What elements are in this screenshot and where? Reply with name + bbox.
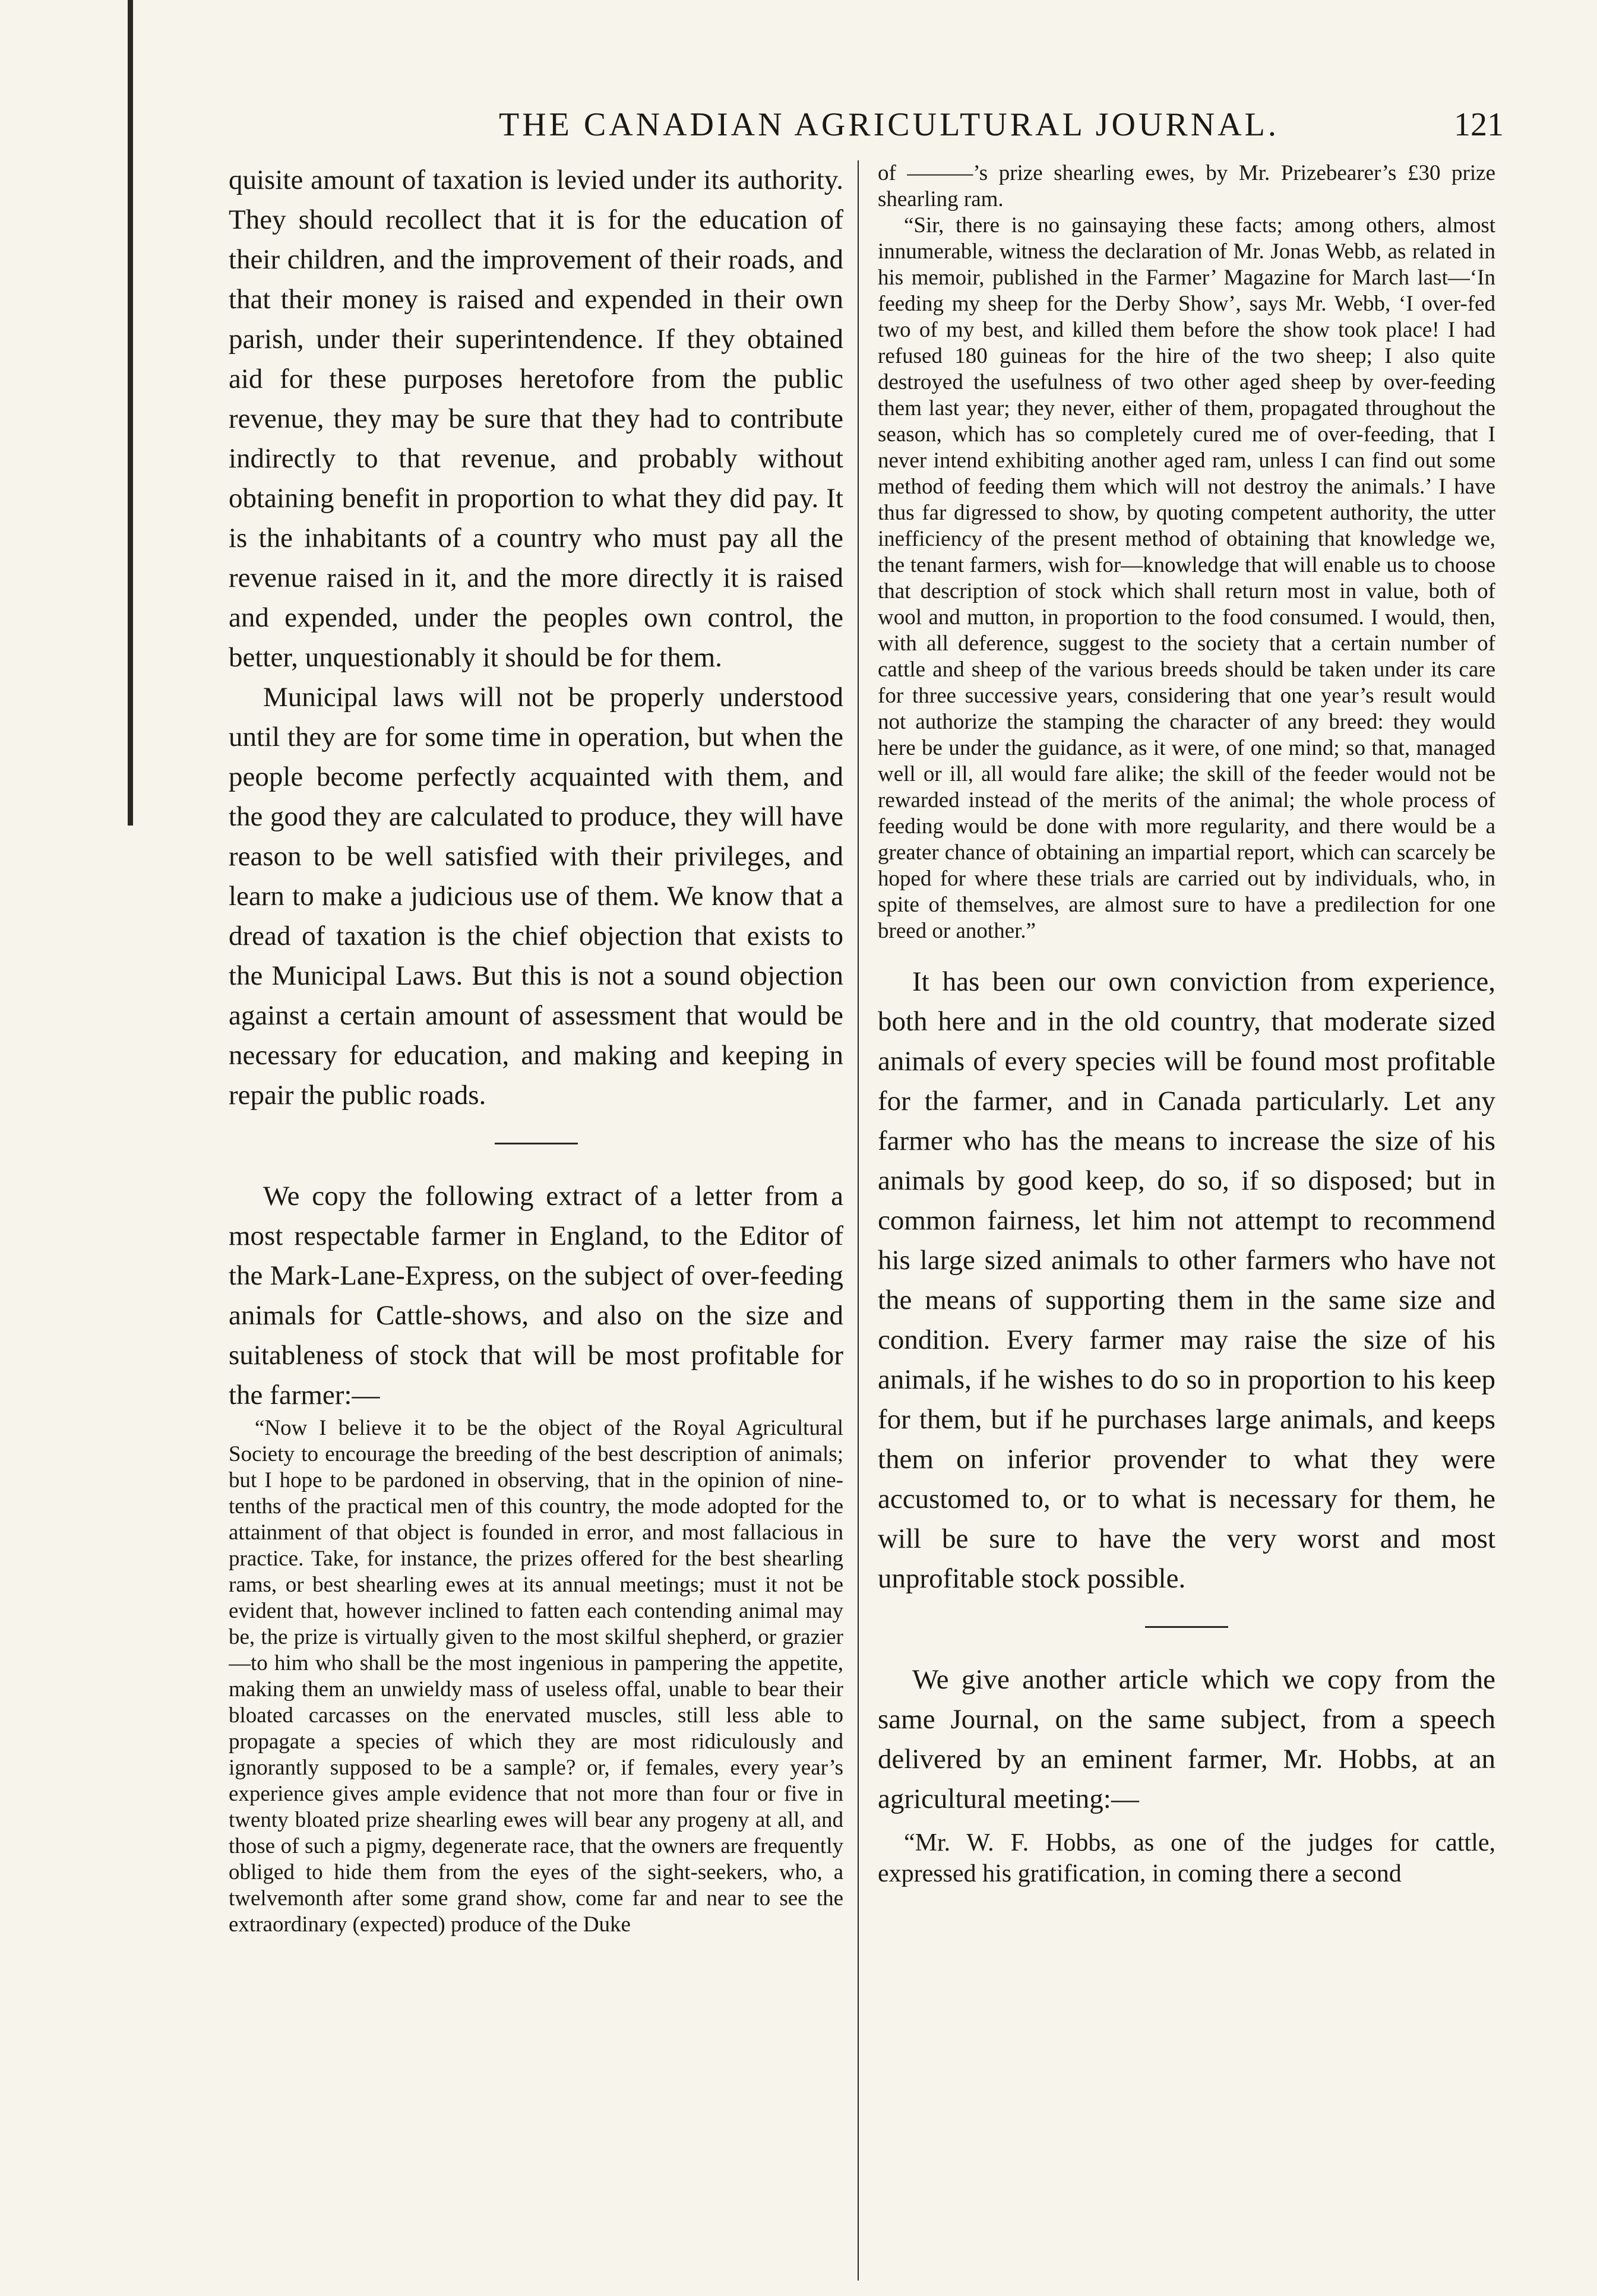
quote-letter-part-2: “Sir, there is no gainsaying these facts; among others, almost innumerable, witness the declaration of Mr. Jonas Webb, as related in his memoir, published in the Farmer’ Magazine for March last—‘In feeding my sheep for the Derby Show’, says Mr. Webb, ‘I over-fed two of my best, and killed them before the show took place! I had refused 180 guineas for the hire of the two sheep; I also quite destroyed the usefulness of two other aged sheep by over-feeding them last year; they never, either of them, propagated throughout the season, which has so completely cured me of over-feeding, that I never intend exhibiting another aged ram, unless I can find out some method of feeding them which will not destroy the animals.’ I have thus far digressed to show, by quoting competent authority, the utter inefficiency of the present method of obtaining that knowledge we, the tenant farmers, wish for—knowledge that will enable us to choose that description of stock which shall return most in value, both of wool and mutton, in proportion to the food consumed. I would, then, with all deference, suggest to the society that a certain number of cattle and sheep of the various breeds should be taken under its care for three successive years, considering that one year’s result would not authorize the stamping the character of any breed: they would here be under the guidance, as it were, of one mind; so that, managed well or ill, all would fare alike; the skill of the feeder would not be rewarded instead of the merits of the animal; the whole process of feeding would be done with more regularity, and there would be a greater chance of obtaining an impartial report, which can scarcely be hoped for where these trials are carried out by individuals, who, in spite of themselves, are almost sure to have a predilection for one breed or another.” [878, 213, 1495, 943]
page-number: 121 [1454, 106, 1504, 143]
right-column [878, 160, 1495, 2275]
paragraph-taxation-continued: quisite amount of taxation is levied under its authority. They should recollect that it is for the education of their children, and the improvement of their roads, and that their money is raised and expended in their own parish, under their superintendence. If they obtained aid for these purposes heretofore from the public revenue, they may be sure that they had to contribute indirectly to that revenue, and probably without obtaining benefit in proportion to what they did pay. It is the inhabitants of a country who must pay all the revenue raised in it, and the more directly it is raised and expended, under the peoples own control, the better, unquestionably it should be for them. [229, 165, 843, 673]
section-separator [495, 1143, 578, 1144]
left-column [229, 160, 843, 2275]
paragraph-municipal-laws: Municipal laws will not be properly understood until they are for some time in operation, but when the people become perfectly acquainted with them, and the good they are calculated to produce, they will have reason to be well satisfied with their privileges, and learn to make a judicious use of them. We know that a dread of taxation is the chief objection that exists to the Municipal Laws. But this is not a sound objection against a certain amount of assessment that would be necessary for education, and making and keeping in repair the public roads. [229, 682, 843, 1111]
journal-title: THE CANADIAN AGRICULTURAL JOURNAL. [499, 106, 1279, 143]
quote-letter-part-1: “Now I believe it to be the object of the Royal Agricultural Society to encourage the breeding of the best description of animals; but I hope to be pardoned in observing, that in the opinion of nine-tenths of the practical men of this country, the mode adopted for the attainment of that object is founded in error, and most fallacious in practice. Take, for instance, the prizes offered for the best shearling rams, or best shearling ewes at its annual meetings; must it not be evident that, however inclined to fatten each contending animal may be, the prize is virtually given to the most skilful shepherd, or grazier—to him who shall be the most ingenious in pampering the appetite, making them an unwieldy mass of useless offal, unable to bear their bloated carcasses on the enervated muscles, still less able to propagate a species of which they are most ridiculously and ignorantly supposed to be a sample? or, if females, every year’s experience gives ample evidence that not more than four or five in twenty bloated prize shearling ewes will bear any progeny at all, and those of such a pigmy, degenerate race, that the owners are frequently obliged to hide them from the eyes of the sight-seekers, who, a twelvemonth after some grand show, come far and near to see the extraordinary (expected) produce of the Duke [229, 1416, 843, 1937]
paragraph-letter-intro: We copy the following extract of a letter from a most respectable farmer in England, to the Editor of the Mark-Lane-Express, on the subject of over-feeding animals for Cattle-shows, and also on the size and suitableness of stock that will be most profitable for the farmer:— [229, 1181, 843, 1411]
paragraph-hobbs-intro: We give another article which we copy from the same Journal, on the same subject, from a speech delivered by an eminent farmer, Mr. Hobbs, at an agricultural meeting:— [878, 1664, 1495, 1814]
running-head [0, 106, 1597, 147]
quote-letter-part-1-continued: of ———’s prize shearling ewes, by Mr. Prizebearer’s £30 prize shearling ram. [878, 161, 1495, 211]
section-separator [1145, 1626, 1228, 1628]
quote-hobbs-speech: “Mr. W. F. Hobbs, as one of the judges for cattle, expressed his gratification, in coming there a second [878, 1829, 1495, 1887]
column-divider [858, 160, 859, 2281]
paragraph-moderate-sized-animals: It has been our own conviction from experience, both here and in the old country, that moderate sized animals of every species will be found most profitable for the farmer, and in Canada particularly. Let any farmer who has the means to increase the size of his animals by good keep, do so, if so disposed; but in common fairness, let him not attempt to recommend his large sized animals to other farmers who have not the means of supporting them in the same size and condition. Every farmer may raise the size of his animals, if he wishes to do so in proportion to his keep for them, but if he purchases large animals, and keeps them on inferior provender to what they were accustomed to, or to what is necessary for them, he will be sure to have the very worst and most unprofitable stock possible. [878, 966, 1495, 1594]
